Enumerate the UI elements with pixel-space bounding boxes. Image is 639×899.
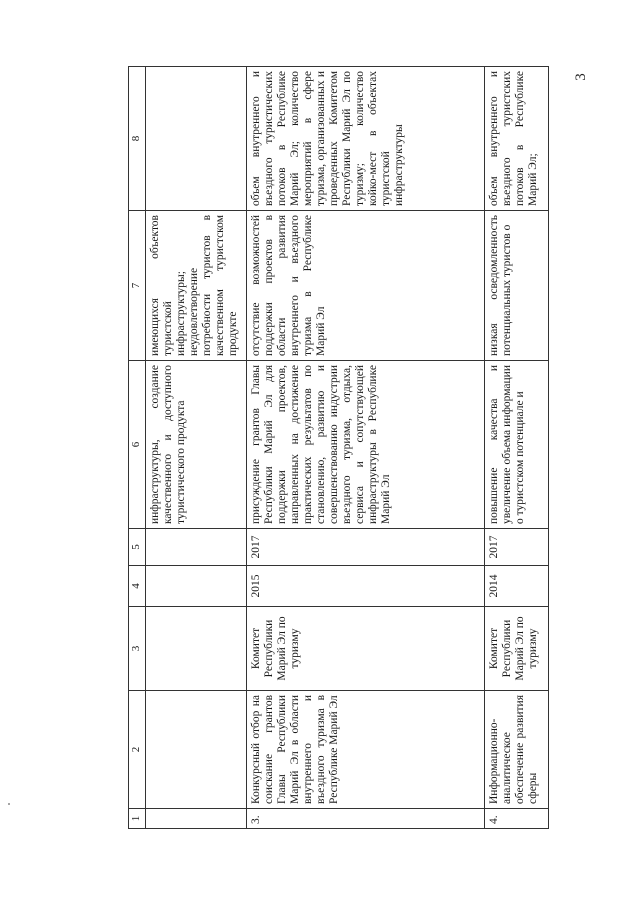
consequences: имеющихся объектов туристской инфраструктуры; неудовлетворение потребности туристов в качественном туристском продукте <box>146 211 247 361</box>
row-number <box>146 809 247 829</box>
table-row <box>247 67 485 829</box>
consequences: отсутствие возможностей поддержки проектов в области развития внутреннего и въездного туризма в Республике Марий Эл <box>247 211 485 361</box>
measures-table <box>128 66 549 829</box>
start-year: 2015 <box>247 566 485 607</box>
header-cell: 2 <box>129 691 146 809</box>
expected-result: присуждение грантов Главы Республики Марий Эл для поддержки проектов, направленных на достижение практических результатов по становлению, развитию и совершенствованию индустрии въездного туризма, отдыха, сервиса и сопутствующей инфраструктуры в Республике Марий Эл <box>247 361 485 529</box>
end-year: 2017 <box>247 529 485 566</box>
end-year: 2017 <box>485 529 549 566</box>
measure-name <box>146 691 247 809</box>
expected-result: инфраструктуры, создание качественного и доступного туристического продукта <box>146 361 247 529</box>
indicators <box>146 67 247 211</box>
header-cell: 4 <box>129 566 146 607</box>
table-row <box>146 67 247 829</box>
end-year <box>146 529 247 566</box>
rotated-table-container <box>128 67 556 829</box>
executor <box>146 607 247 691</box>
executor: Комитет Республики Марий Эл по туризму <box>247 607 485 691</box>
header-cell: 7 <box>129 211 146 361</box>
header-row <box>129 67 146 829</box>
measure-name: Информационно-аналитическое обеспечение развития сферы <box>485 691 549 809</box>
row-number: 3. <box>247 809 485 829</box>
indicators: объем внутреннего и въездного туристических потоков в Республике Марий Эл; количество мероприятий в сфере туризма, организованных и проведенных Комитетом Республики Марий Эл по туризму; количество койко-мест в объектах туристской инфраструктуры <box>247 67 485 211</box>
header-cell: 6 <box>129 361 146 529</box>
consequences: низкая осведомленность потенциальных туристов о <box>485 211 549 361</box>
row-number: 4. <box>485 809 549 829</box>
header-cell: 8 <box>129 67 146 211</box>
executor: Комитет Республики Марий Эл по туризму <box>485 607 549 691</box>
page-number: 3 <box>573 73 589 81</box>
header-cell: 1 <box>129 809 146 829</box>
scan-speck <box>8 803 10 805</box>
table-row <box>485 67 549 829</box>
expected-result: повышение качества и увеличение объема информации о туристском потенциале и <box>485 361 549 529</box>
start-year <box>146 566 247 607</box>
start-year: 2014 <box>485 566 549 607</box>
header-cell: 3 <box>129 607 146 691</box>
header-cell: 5 <box>129 529 146 566</box>
indicators: объем внутреннего и въездного туристских потоков в Республике Марий Эл; <box>485 67 549 211</box>
measure-name: Конкурсный отбор на соискание грантов Главы Республики Марий Эл в области внутреннего и въездного туризма в Республике Марий Эл <box>247 691 485 809</box>
